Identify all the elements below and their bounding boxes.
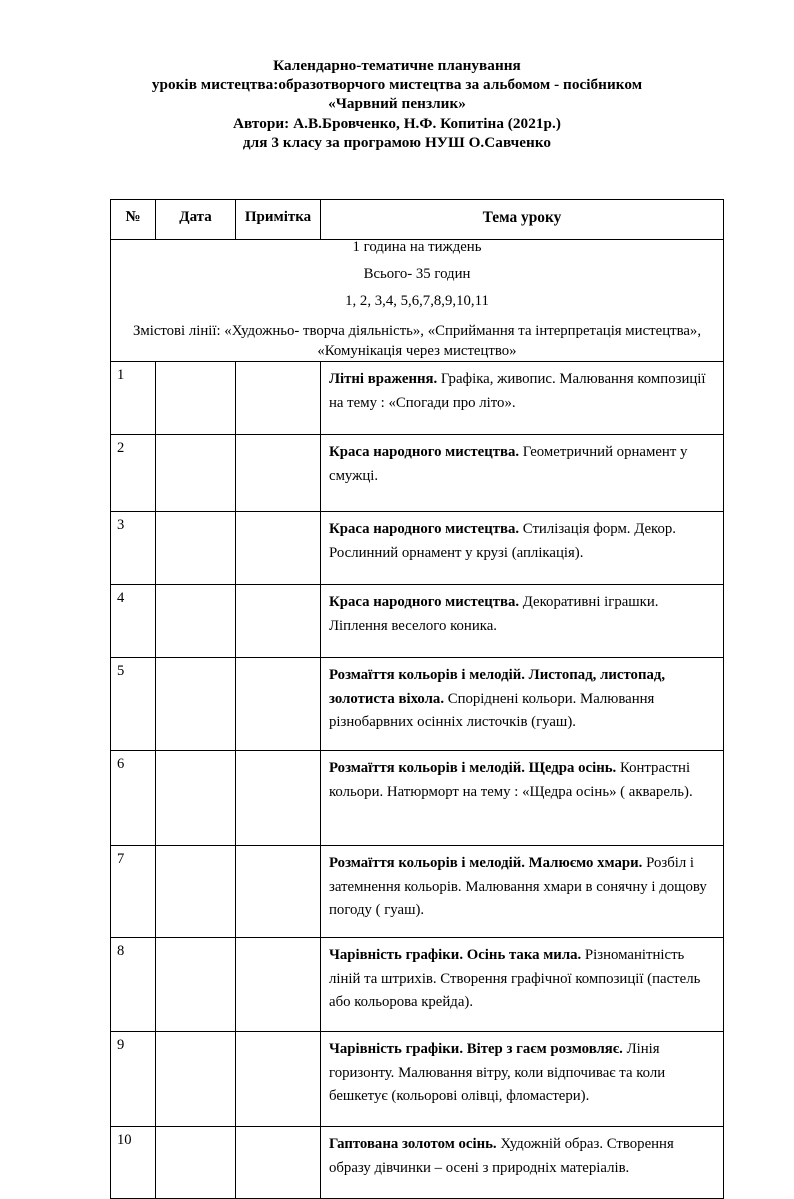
row-note[interactable]	[236, 1032, 321, 1127]
row-theme-description: Геометричний орнамент у смужці.	[329, 444, 688, 484]
row-number: 9	[111, 1032, 156, 1127]
row-theme-title: Краса народного мистецтва.	[329, 521, 520, 537]
row-theme-title: Краса народного мистецтва.	[329, 444, 520, 460]
table-row	[111, 751, 724, 846]
document-heading	[0, 56, 794, 152]
row-date[interactable]	[156, 435, 236, 512]
row-date[interactable]	[156, 362, 236, 435]
row-number: 8	[111, 938, 156, 1032]
row-number: 1	[111, 362, 156, 435]
row-theme-title: Розмаїття кольорів і мелодій. Щедра осінь.	[329, 760, 617, 776]
row-note[interactable]	[236, 751, 321, 846]
row-theme	[321, 1032, 724, 1127]
row-theme-description: Лінія горизонту. Малювання вітру, коли відпочиває та коли бешкетує (кольорові олівці, фломастери).	[329, 1041, 666, 1104]
row-theme-description: Різноманітність ліній та штрихів. Створення графічної композиції (пастель або кольорова крейда).	[329, 947, 701, 1010]
info-hours-per-week: 1 година на тиждень	[352, 239, 482, 255]
table-row	[111, 846, 724, 938]
row-note[interactable]	[236, 846, 321, 938]
row-date[interactable]	[156, 1127, 236, 1199]
row-date[interactable]	[156, 751, 236, 846]
row-theme	[321, 658, 724, 751]
row-theme-description: Споріднені кольори. Малювання різнобарвних осінніх листочків (гуаш).	[329, 690, 655, 730]
row-theme-title: Літні враження.	[329, 371, 438, 387]
row-theme	[321, 512, 724, 585]
row-note[interactable]	[236, 938, 321, 1032]
row-date[interactable]	[156, 658, 236, 751]
lesson-plan-table	[110, 199, 724, 1199]
row-date[interactable]	[156, 512, 236, 585]
row-theme	[321, 1127, 724, 1199]
row-theme	[321, 846, 724, 938]
row-date[interactable]	[156, 585, 236, 658]
row-theme-description: Художній образ. Створення образу дівчинки – осені з природніх матеріалів.	[329, 1136, 674, 1176]
row-note[interactable]	[236, 658, 321, 751]
table-row	[111, 362, 724, 435]
heading-line-1: Календарно-тематичне планування	[273, 57, 521, 74]
heading-line-4: Автори: А.В.Бровченко, Н.Ф. Копитіна (2021р.)	[233, 114, 561, 132]
row-note[interactable]	[236, 585, 321, 658]
column-header-date: Дата	[156, 200, 236, 240]
row-theme	[321, 435, 724, 512]
heading-line-3: «Чарвний пензлик»	[328, 95, 466, 113]
row-theme	[321, 585, 724, 658]
row-number: 2	[111, 435, 156, 512]
row-note[interactable]	[236, 512, 321, 585]
table-row	[111, 658, 724, 751]
row-theme-description: Розбіл і затемнення кольорів. Малювання хмари в сонячну і дощову погоду ( гуаш).	[329, 855, 707, 918]
row-number: 7	[111, 846, 156, 938]
table-row	[111, 938, 724, 1032]
row-number: 4	[111, 585, 156, 658]
row-number: 10	[111, 1127, 156, 1199]
row-theme	[321, 362, 724, 435]
row-theme-title: Краса народного мистецтва.	[329, 594, 520, 610]
table-row	[111, 1032, 724, 1127]
row-note[interactable]	[236, 1127, 321, 1199]
table-row	[111, 1127, 724, 1199]
table-row	[111, 585, 724, 658]
row-note[interactable]	[236, 435, 321, 512]
info-total-hours: Всього- 35 годин	[363, 266, 471, 282]
row-theme-description: Контрастні кольори. Натюрморт на тему : «Щедра осінь» ( акварель).	[329, 760, 693, 800]
row-date[interactable]	[156, 1032, 236, 1127]
row-number: 3	[111, 512, 156, 585]
row-date[interactable]	[156, 938, 236, 1032]
table-row	[111, 435, 724, 512]
row-theme-title: Розмаїття кольорів і мелодій. Малюємо хмари.	[329, 855, 643, 871]
row-note[interactable]	[236, 362, 321, 435]
column-header-note: Примітка	[236, 200, 321, 240]
table-row	[111, 512, 724, 585]
row-theme-description: Декоративні іграшки. Ліплення веселого коника.	[329, 594, 659, 634]
column-header-number: №	[111, 200, 156, 240]
heading-line-2: уроків мистецтва:образотворчого мистецтва за альбомом - посібником	[151, 76, 643, 94]
info-content-lines: Змістові лінії: «Художньо- творча діяльність», «Сприймання та інтерпретація мистецтва», «Комунікація через мистецтво»	[132, 323, 702, 359]
heading-line-5: для 3 класу за програмою НУШ О.Савченко	[242, 133, 552, 151]
row-theme-description: Графіка, живопис. Малювання композиції на тему : «Спогади про літо».	[329, 371, 706, 411]
column-header-theme: Тема уроку	[321, 200, 724, 240]
table-info-row	[111, 240, 724, 362]
row-theme	[321, 751, 724, 846]
row-theme-description: Стилізація форм. Декор. Рослинний орнамент у крузі (аплікація).	[329, 521, 676, 561]
row-number: 5	[111, 658, 156, 751]
row-theme-title: Чарівність графіки. Осінь така мила.	[329, 947, 582, 963]
row-theme-title: Гаптована золотом осінь.	[329, 1136, 497, 1152]
row-number: 6	[111, 751, 156, 846]
table-header-row	[111, 200, 724, 240]
row-theme-title: Чарівність графіки. Вітер з гаєм розмовляє.	[329, 1041, 623, 1057]
row-date[interactable]	[156, 846, 236, 938]
info-lesson-numbers: 1, 2, 3,4, 5,6,7,8,9,10,11	[345, 293, 489, 309]
row-theme	[321, 938, 724, 1032]
info-block	[111, 240, 724, 362]
row-theme-title: Розмаїття кольорів і мелодій. Листопад, листопад, золотиста віхола.	[329, 667, 666, 707]
